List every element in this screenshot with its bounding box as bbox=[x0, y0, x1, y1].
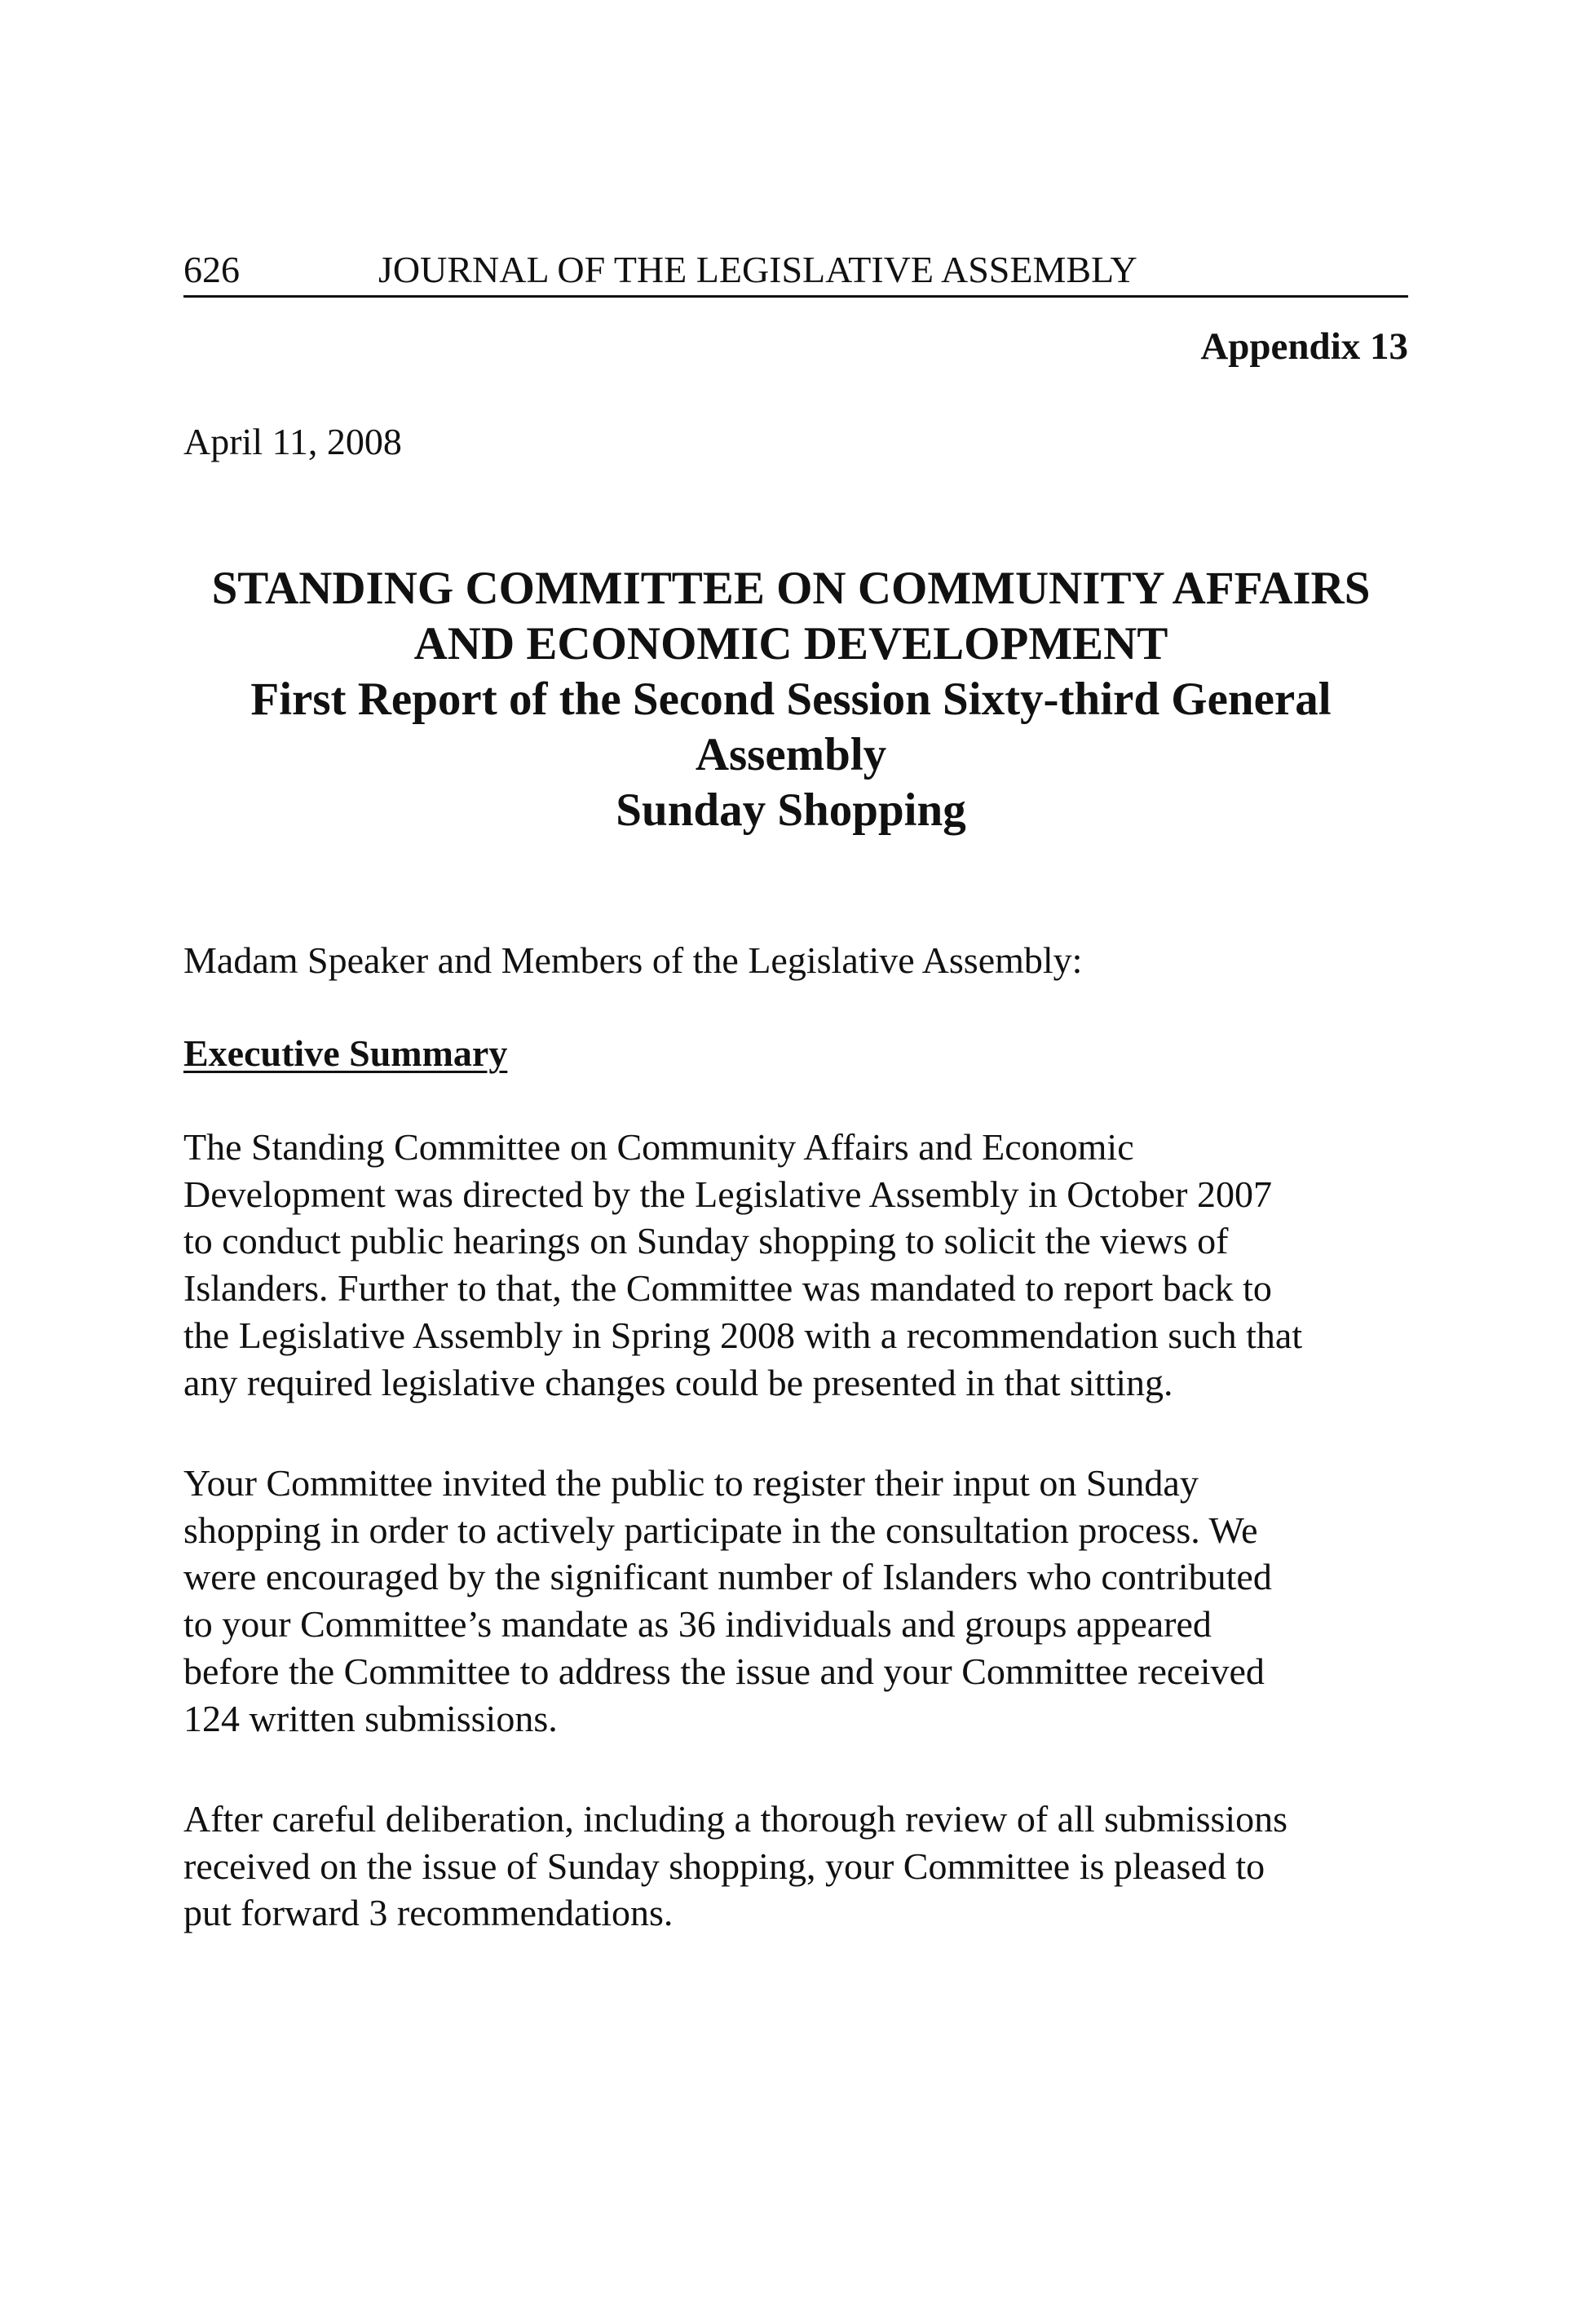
salutation: Madam Speaker and Members of the Legislative Assembly: bbox=[183, 939, 1083, 981]
paragraph bbox=[183, 1796, 1408, 1937]
paragraph-line: the Legislative Assembly in Spring 2008 with a recommendation such that bbox=[183, 1314, 1303, 1356]
title-line: STANDING COMMITTEE ON COMMUNITY AFFAIRS bbox=[211, 563, 1371, 614]
paragraph-line: put forward 3 recommendations. bbox=[183, 1892, 674, 1934]
paragraph-line: 124 written submissions. bbox=[183, 1697, 558, 1739]
journal-page bbox=[183, 0, 1408, 2324]
paragraph-line: before the Committee to address the issue and your Committee received bbox=[183, 1650, 1265, 1692]
title-line: Sunday Shopping bbox=[616, 784, 966, 836]
section-heading: Executive Summary bbox=[183, 1032, 508, 1074]
title-line: First Report of the Second Session Sixty-third General bbox=[250, 674, 1332, 725]
title-line: AND ECONOMIC DEVELOPMENT bbox=[413, 618, 1168, 669]
journal-title: JOURNAL OF THE LEGISLATIVE ASSEMBLY bbox=[378, 249, 1137, 290]
appendix-label: Appendix 13 bbox=[1200, 325, 1408, 368]
paragraph-line: to your Committee’s mandate as 36 individuals and groups appeared bbox=[183, 1603, 1212, 1646]
report-date: April 11, 2008 bbox=[183, 421, 402, 462]
paragraph-line: any required legislative changes could be presented in that sitting. bbox=[183, 1361, 1173, 1403]
paragraph-line: were encouraged by the significant number of Islanders who contributed bbox=[183, 1556, 1272, 1598]
title-line: Assembly bbox=[695, 729, 887, 780]
paragraph-line: After careful deliberation, including a thorough review of all submissions bbox=[183, 1798, 1288, 1840]
paragraph-line: The Standing Committee on Community Affairs and Economic bbox=[183, 1126, 1134, 1168]
paragraph-line: to conduct public hearings on Sunday shopping to solicit the views of bbox=[183, 1220, 1229, 1262]
paragraph bbox=[183, 1124, 1408, 1406]
running-header bbox=[183, 245, 1408, 298]
paragraph-line: Development was directed by the Legislative Assembly in October 2007 bbox=[183, 1173, 1272, 1215]
paragraph-line: Your Committee invited the public to register their input on Sunday bbox=[183, 1462, 1199, 1504]
paragraph-line: received on the issue of Sunday shopping, your Committee is pleased to bbox=[183, 1845, 1265, 1887]
paragraph-line: Islanders. Further to that, the Committee was mandated to report back to bbox=[183, 1267, 1272, 1310]
report-title bbox=[183, 561, 1398, 838]
page-number: 626 bbox=[183, 249, 240, 290]
paragraph-line: shopping in order to actively participate in the consultation process. We bbox=[183, 1509, 1258, 1551]
paragraph bbox=[183, 1460, 1408, 1742]
